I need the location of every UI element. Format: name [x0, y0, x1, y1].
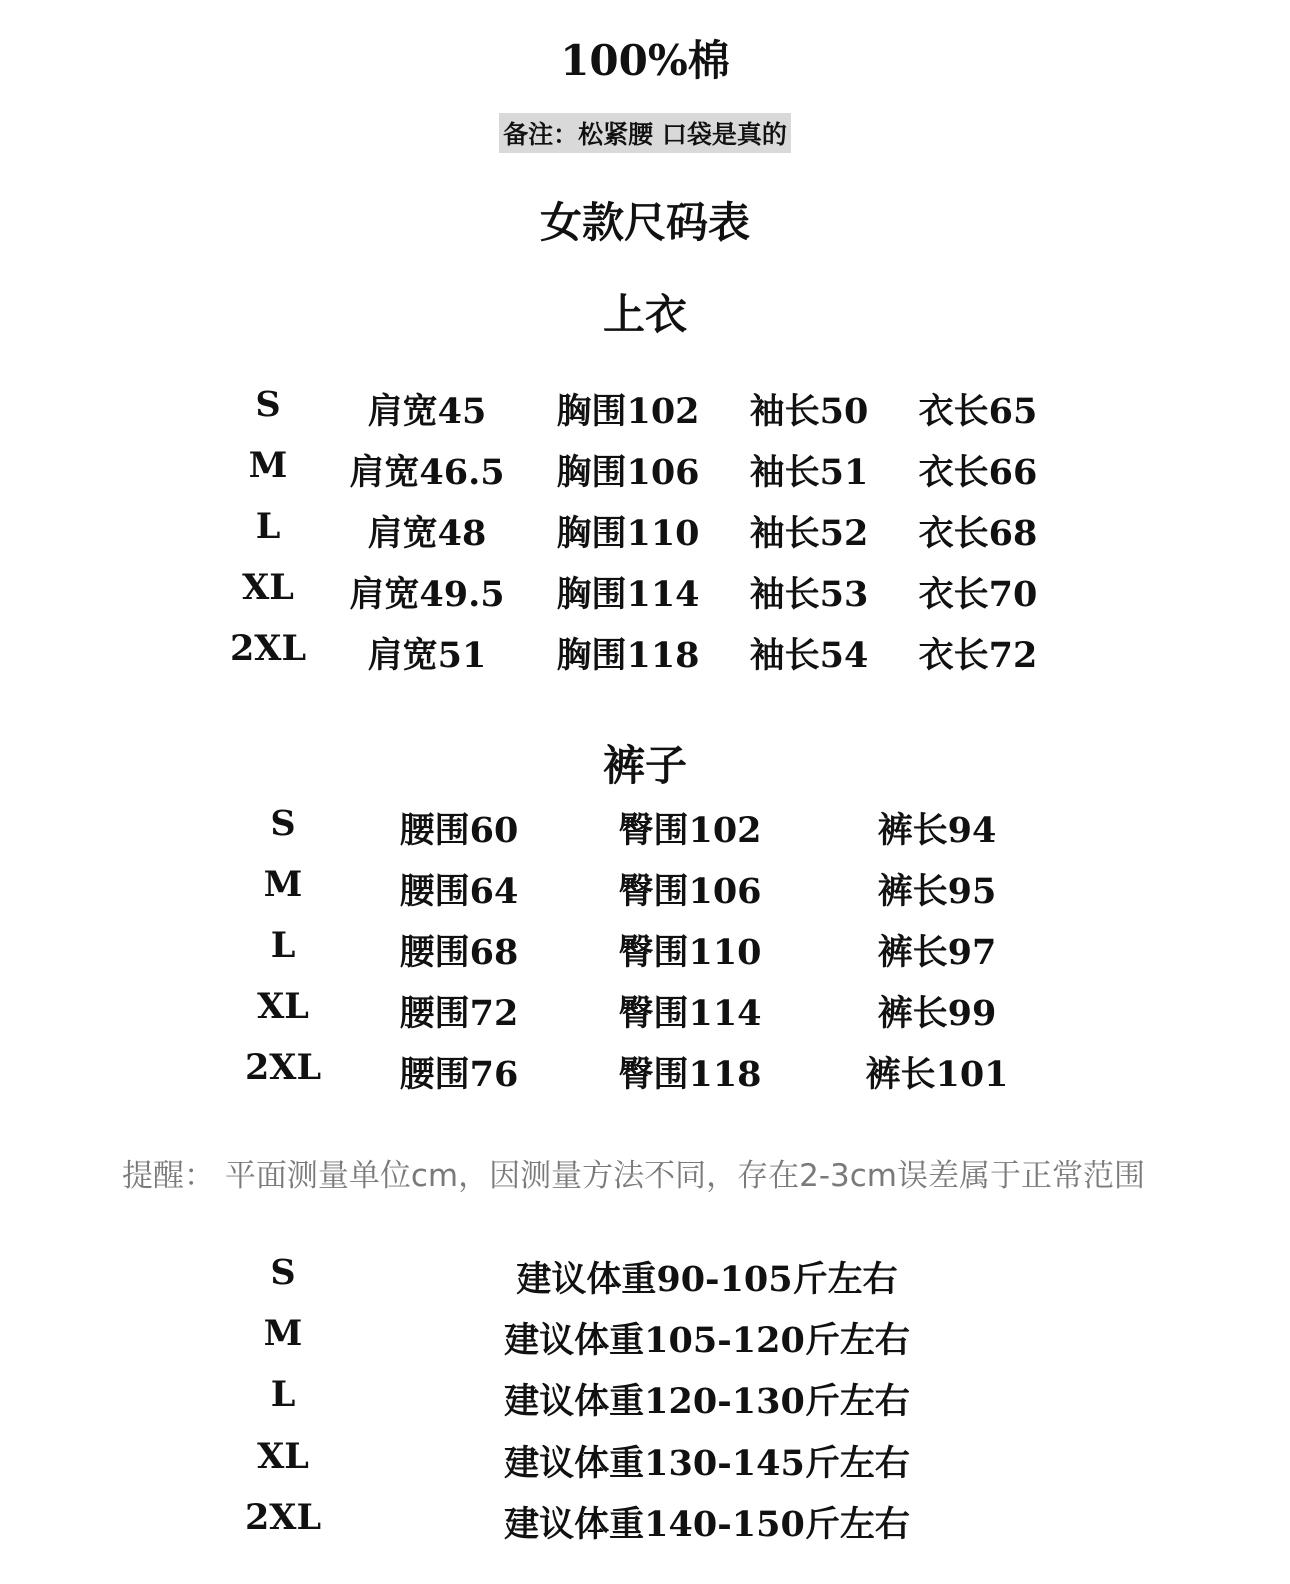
top-length-value: 衣长70	[918, 574, 1038, 615]
size-label: 2XL	[244, 1047, 322, 1088]
top-length-value: 衣长68	[918, 513, 1038, 554]
size-label: M	[263, 1313, 303, 1354]
size-label: L	[255, 506, 281, 547]
pants-row	[0, 864, 1290, 925]
note-badge: 备注：松紧腰 口袋是真的	[499, 113, 791, 153]
hip-value: 臀围106	[618, 871, 762, 912]
sleeve-value: 袖长53	[749, 574, 869, 615]
top-row	[0, 567, 1290, 628]
top-length-value: 衣长65	[918, 391, 1038, 432]
size-label: L	[270, 925, 296, 966]
chest-value: 胸围106	[556, 452, 700, 493]
chest-value: 胸围118	[556, 635, 700, 676]
top-heading: 上衣	[602, 290, 687, 339]
weight-recommendation: 建议体重140-150斤左右	[504, 1504, 910, 1545]
page-title: 100%棉	[560, 36, 730, 85]
size-label: M	[248, 445, 288, 486]
pants-row	[0, 986, 1290, 1047]
chest-value: 胸围110	[556, 513, 700, 554]
top-row	[0, 628, 1290, 689]
size-label: 2XL	[229, 628, 307, 669]
hip-value: 臀围118	[618, 1054, 762, 1095]
size-label: XL	[257, 986, 309, 1027]
size-label: S	[255, 384, 281, 425]
shoulder-value: 肩宽49.5	[349, 574, 505, 615]
weight-recommendation: 建议体重130-145斤左右	[504, 1443, 910, 1484]
pants-length-value: 裤长94	[877, 810, 997, 851]
waist-value: 腰围76	[399, 1054, 519, 1095]
waist-value: 腰围60	[399, 810, 519, 851]
shoulder-value: 肩宽46.5	[349, 452, 505, 493]
chest-value: 胸围114	[556, 574, 700, 615]
size-label: L	[270, 1374, 296, 1415]
hip-value: 臀围110	[618, 932, 762, 973]
weight-row	[0, 1374, 1290, 1435]
pants-row	[0, 1047, 1290, 1108]
sleeve-value: 袖长54	[749, 635, 869, 676]
pants-length-value: 裤长95	[877, 871, 997, 912]
shoulder-value: 肩宽45	[367, 391, 487, 432]
pants-length-value: 裤长97	[877, 932, 997, 973]
shoulder-value: 肩宽48	[367, 513, 487, 554]
weight-row	[0, 1313, 1290, 1374]
note-container	[0, 113, 1290, 153]
weight-row	[0, 1252, 1290, 1313]
measurement-reminder: 提醒： 平面测量单位cm，因测量方法不同，存在2-3cm误差属于正常范围	[122, 1158, 1145, 1194]
weight-recommendation: 建议体重90-105斤左右	[516, 1259, 898, 1300]
weight-row	[0, 1497, 1290, 1558]
sleeve-value: 袖长51	[749, 452, 869, 493]
size-label: XL	[242, 567, 294, 608]
hip-value: 臀围102	[618, 810, 762, 851]
hip-value: 臀围114	[618, 993, 762, 1034]
pants-row	[0, 803, 1290, 864]
pants-length-value: 裤长101	[865, 1054, 1009, 1095]
size-label: S	[270, 803, 296, 844]
weight-recommendation: 建议体重105-120斤左右	[504, 1320, 910, 1361]
size-label: S	[270, 1252, 296, 1293]
top-length-value: 衣长72	[918, 635, 1038, 676]
size-label: M	[263, 864, 303, 905]
weight-recommendation: 建议体重120-130斤左右	[504, 1381, 910, 1422]
size-label: XL	[257, 1436, 309, 1477]
pants-heading: 裤子	[602, 741, 687, 790]
weight-row	[0, 1436, 1290, 1497]
size-chart-heading: 女款尺码表	[539, 198, 750, 247]
top-row	[0, 506, 1290, 567]
top-row	[0, 384, 1290, 445]
top-length-value: 衣长66	[918, 452, 1038, 493]
chest-value: 胸围102	[556, 391, 700, 432]
waist-value: 腰围64	[399, 871, 519, 912]
pants-length-value: 裤长99	[877, 993, 997, 1034]
waist-value: 腰围72	[399, 993, 519, 1034]
size-label: 2XL	[244, 1497, 322, 1538]
sleeve-value: 袖长52	[749, 513, 869, 554]
pants-row	[0, 925, 1290, 986]
shoulder-value: 肩宽51	[367, 635, 487, 676]
waist-value: 腰围68	[399, 932, 519, 973]
top-row	[0, 445, 1290, 506]
sleeve-value: 袖长50	[749, 391, 869, 432]
